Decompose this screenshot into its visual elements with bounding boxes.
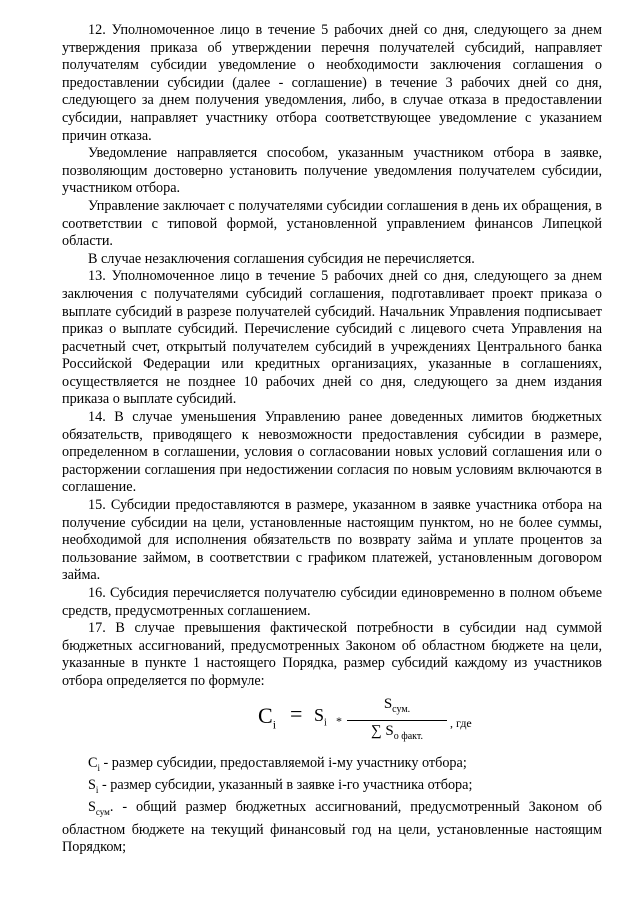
- formula-s-i: $S_i$: [314, 704, 327, 729]
- paragraph-17: 17. В случае превышения фактической потребности в субсидии над суммой бюджетных ассигнований, предусмотренных Законом об областном бюджете на цели, указанные в пункте 1 настоящего Порядка, размер субсидий каждому из участников отбора определяется по формуле:: [62, 620, 602, 689]
- paragraph-12: 12. Уполномоченное лицо в течение 5 рабочих дней со дня, следующего за днем утверждения приказа об утверждении перечня получателей субсидий, направляет получателям субсидии уведомление о необходимости заключения соглашения о предоставлении субсидии (далее - соглашение) в течение 3 рабочих дней со дня, следующего за днем получения уведомления, либо, в случае отказа в предоставлении субсидии, направляет участнику отбора соответствующее уведомление с указанием причин отказа.: [62, 22, 602, 144]
- subsidy-formula: [62, 695, 602, 741]
- formula-fraction: [347, 695, 447, 746]
- paragraph-14: 14. В случае уменьшения Управлению ранее доведенных лимитов бюджетных обязательств, приводящего к невозможности предоставления субсидии в размере, определенном в соглашении, условия о согласовании новых условий соглашения или о расторжении соглашения при недостижении согласия по новым условиям включаются в соглашение.: [62, 409, 602, 496]
- paragraph-agreement: Управление заключает с получателями субсидии соглашения в день их обращения, в соответствии с типовой формой, установленной управлением финансов Липецкой области.: [62, 197, 602, 250]
- definition-s-sum: $S_{сум}$. - общий размер бюджетных ассигнований, предусмотренный Законом об областном бюджете на текущий финансовый год на цели, установленные настоящим Порядком;: [62, 799, 602, 856]
- formula-tail: , где: [450, 715, 472, 730]
- formula-lhs: $C_i$: [258, 702, 277, 731]
- definition-c-i: $C_i$ - размер субсидии, предоставляемой i-му участнику отбора;: [88, 754, 467, 773]
- formula-equals: =: [290, 700, 303, 726]
- formula-denominator: ∑ $S_{о факт.}$: [370, 722, 424, 742]
- paragraph-16: 16. Субсидия перечисляется получателю субсидии единовременно в полном объеме средств, предусмотренных соглашением.: [62, 585, 602, 619]
- paragraph-no-agreement: В случае незаключения соглашения субсидия не перечисляется.: [88, 250, 475, 267]
- formula-times: *: [336, 713, 342, 728]
- definition-s-i: $S_i$ - размер субсидии, указанный в заявке i-го участника отбора;: [88, 776, 473, 795]
- document-page: [62, 22, 602, 857]
- paragraph-notification-method: Уведомление направляется способом, указанным участником отбора в заявке, позволяющим достоверно установить получение уведомления получателем субсидии, участником отбора.: [62, 145, 602, 197]
- paragraph-15: 15. Субсидии предоставляются в размере, указанном в заявке участника отбора на получение субсидии на цели, установленные настоящим пунктом, но не более суммы, необходимой для исполнения обязательств по возврату займа и уплате процентов за пользование займом, в соответствии с графиком платежей, установленным договором займа.: [62, 497, 602, 584]
- fraction-bar: [347, 720, 447, 721]
- paragraph-13: 13. Уполномоченное лицо в течение 5 рабочих дней со дня, следующего за днем заключения с получателями субсидий соглашения, подготавливает проект приказа о выплате субсидий в разрезе получателей субсидий. Начальник Управления подписывает приказ о выплате субсидий. Перечисление субсидий с лицевого счета Управления на расчетный счет, открытый получателем субсидий в учреждениях Центрального банка Российской Федерации или кредитных организациях, указанные в соглашениях, осуществляется не позднее 10 рабочих дней со дня, следующего за днем издания приказа о выплате субсидий.: [62, 268, 602, 408]
- formula-numerator: $S_{сум.}$: [383, 695, 411, 715]
